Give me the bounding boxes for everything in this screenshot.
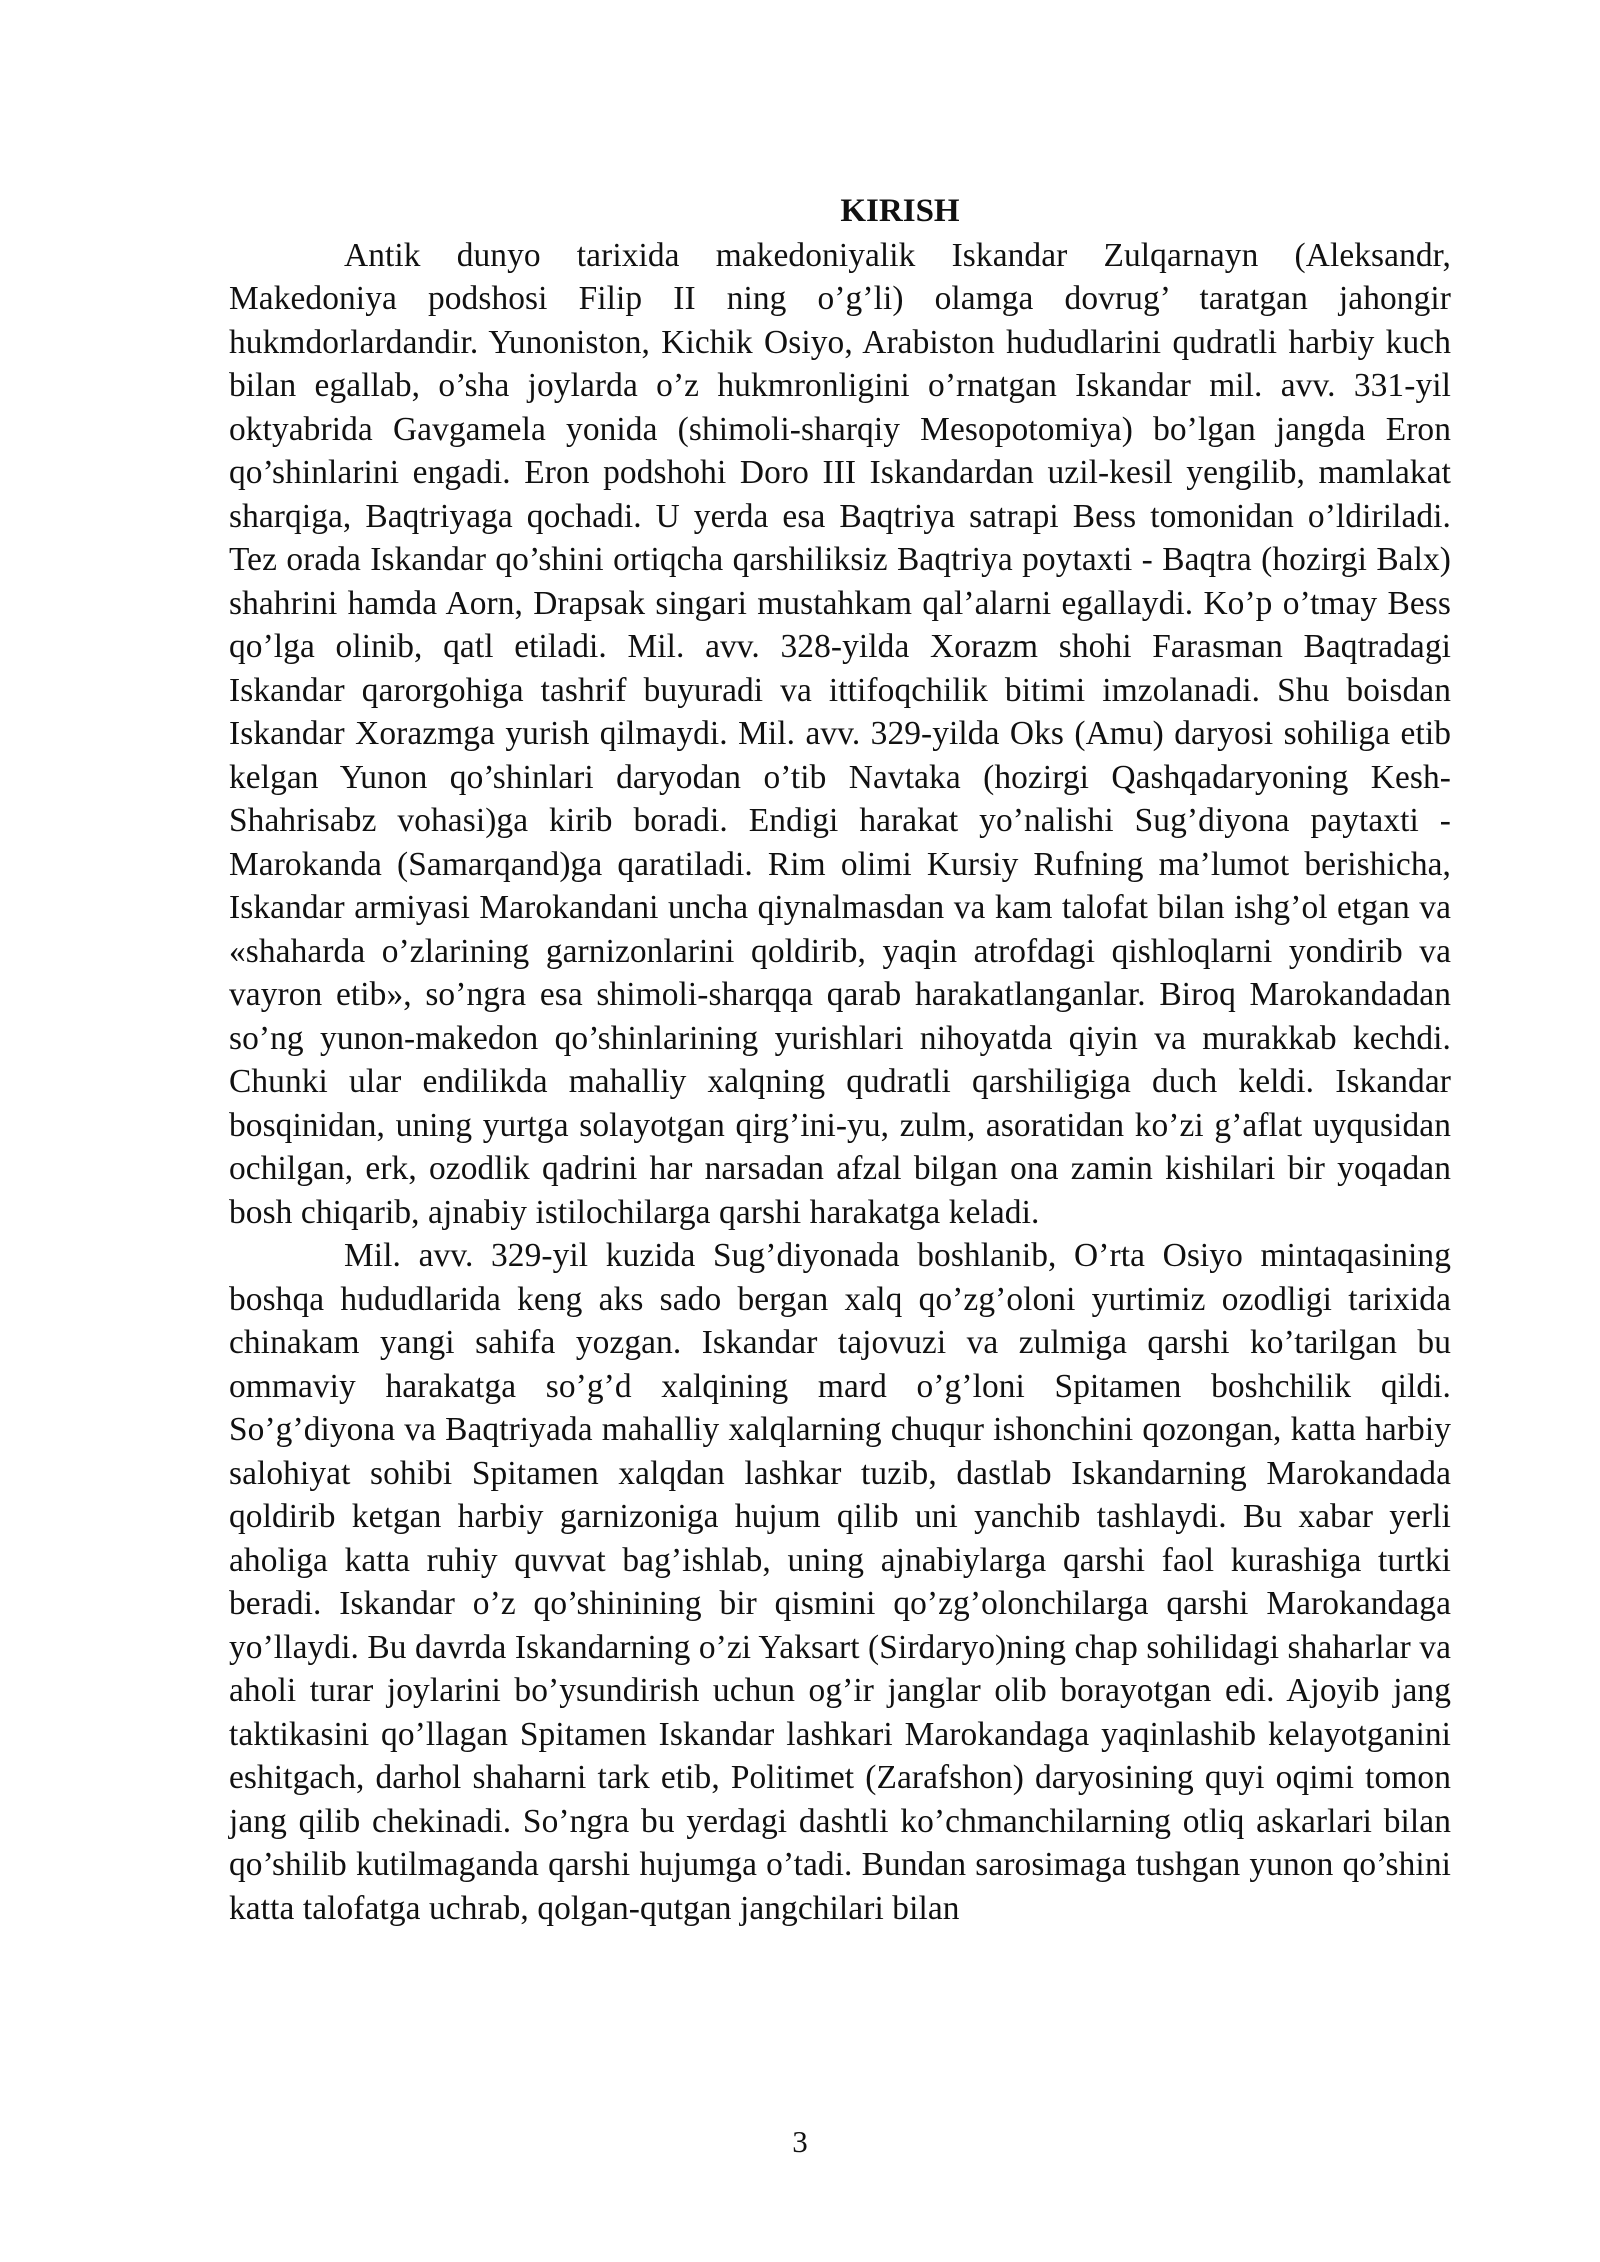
- document-page: [229, 190, 1451, 1930]
- page-number: 3: [792, 2124, 808, 2159]
- paragraph-2: Mil. avv. 329-yil kuzida Sug’diyonada boshlanib, O’rta Osiyo mintaqasining boshqa hududlarida keng aks sado bergan xalq qo’zg’oloni yurtimiz ozodligi tarixida chinakam yangi sahifa yozgan. Iskandar tajovuzi va zulmiga qarshi ko’tarilgan bu ommaviy harakatga so’g’d xalqining mard o’g’loni Spitamen boshchilik qildi. So’g’diyona va Baqtriyada mahalliy xalqlarning chuqur ishonchini qozongan, katta harbiy salohiyat sohibi Spitamen xalqdan lashkar tuzib, dastlab Iskandarning Marokandada qoldirib ketgan harbiy garnizoniga hujum qilib uni yanchib tashlaydi. Bu xabar yerli aholiga katta ruhiy quvvat bag’ishlab, uning ajnabiylarga qarshi faol kurashiga turtki beradi. Iskandar o’z qo’shinining bir qismini qo’zg’olonchilarga qarshi Marokandaga yo’llaydi. Bu davrda Iskandarning o’zi Yaksart (Sirdaryo)ning chap sohilidagi shaharlar va aholi turar joylarini bo’ysundirish uchun og’ir janglar olib borayotgan edi. Ajoyib jang taktikasini qo’llagan Spitamen Iskandar lashkari Marokandaga yaqinlashib kelayotganini eshitgach, darhol shaharni tark etib, Politimet (Zarafshon) daryosining quyi oqimi tomon jang qilib chekinadi. So’ngra bu yerdagi dashtli ko’chmanchilarning otliq askarlari bilan qo’shilib kutilmaganda qarshi hujumga o’tadi. Bundan sarosimaga tushgan yunon qo’shini katta talofatga uchrab, qolgan-qutgan jangchilari bilan: [229, 1237, 1451, 1927]
- section-heading: KIRISH: [840, 193, 960, 229]
- paragraph-1: Antik dunyo tarixida makedoniyalik Iskandar Zulqarnayn (Aleksandr, Makedoniya podshosi Filip II ning o’g’li) olamga dovrug’ taratgan jahongir hukmdorlardandir. Yunoniston, Kichik Osiyo, Arabiston hududlarini qudratli harbiy kuch bilan egallab, o’sha joylarda o’z hukmronligini o’rnatgan Iskandar mil. avv. 331-yil oktyabrida Gavgamela yonida (shimoli-sharqiy Mesopotomiya) bo’lgan jangda Eron qo’shinlarini engadi. Eron podshohi Doro III Iskandardan uzil-kesil yengilib, mamlakat sharqiga, Baqtriyaga qochadi. U yerda esa Baqtriya satrapi Bess tomonidan o’ldiriladi. Tez orada Iskandar qo’shini ortiqcha qarshiliksiz Baqtriya poytaxti - Baqtra (hozirgi Balx) shahrini hamda Aorn, Drapsak singari mustahkam qal’alarni egallaydi. Ko’p o’tmay Bess qo’lga olinib, qatl etiladi. Mil. avv. 328-yilda Xorazm shohi Farasman Baqtradagi Iskandar qarorgohiga tashrif buyuradi va ittifoqchilik bitimi imzolanadi. Shu boisdan Iskandar Xorazmga yurish qilmaydi. Mil. avv. 329-yilda Oks (Amu) daryosi sohiliga etib kelgan Yunon qo’shinlari daryodan o’tib Navtaka (hozirgi Qashqadaryoning Kesh-Shahrisabz vohasi)ga kirib boradi. Endigi harakat yo’nalishi Sug’diyona paytaxti - Marokanda (Samarqand)ga qaratiladi. Rim olimi Kursiy Rufning ma’lumot berishicha, Iskandar armiyasi Marokandani uncha qiynalmasdan va kam talofat bilan ishg’ol etgan va «shaharda o’zlarining garnizonlarini qoldirib, yaqin atrofdagi qishloqlarni yondirib va vayron etib», so’ngra esa shimoli-sharqqa qarab harakatlanganlar. Biroq Marokandadan so’ng yunon-makedon qo’shinlarining yurishlari nihoyatda qiyin va murakkab kechdi. Chunki ular endilikda mahalliy xalqning qudratli qarshiligiga duch keldi. Iskandar bosqinidan, uning yurtga solayotgan qirg’ini-yu, zulm, asoratidan ko’zi g’aflat uyqusidan ochilgan, erk, ozodlik qadrini har narsadan afzal bilgan ona zamin kishilari bir yoqadan bosh chiqarib, ajnabiy istilochilarga qarshi harakatga keladi.: [229, 236, 1451, 1231]
